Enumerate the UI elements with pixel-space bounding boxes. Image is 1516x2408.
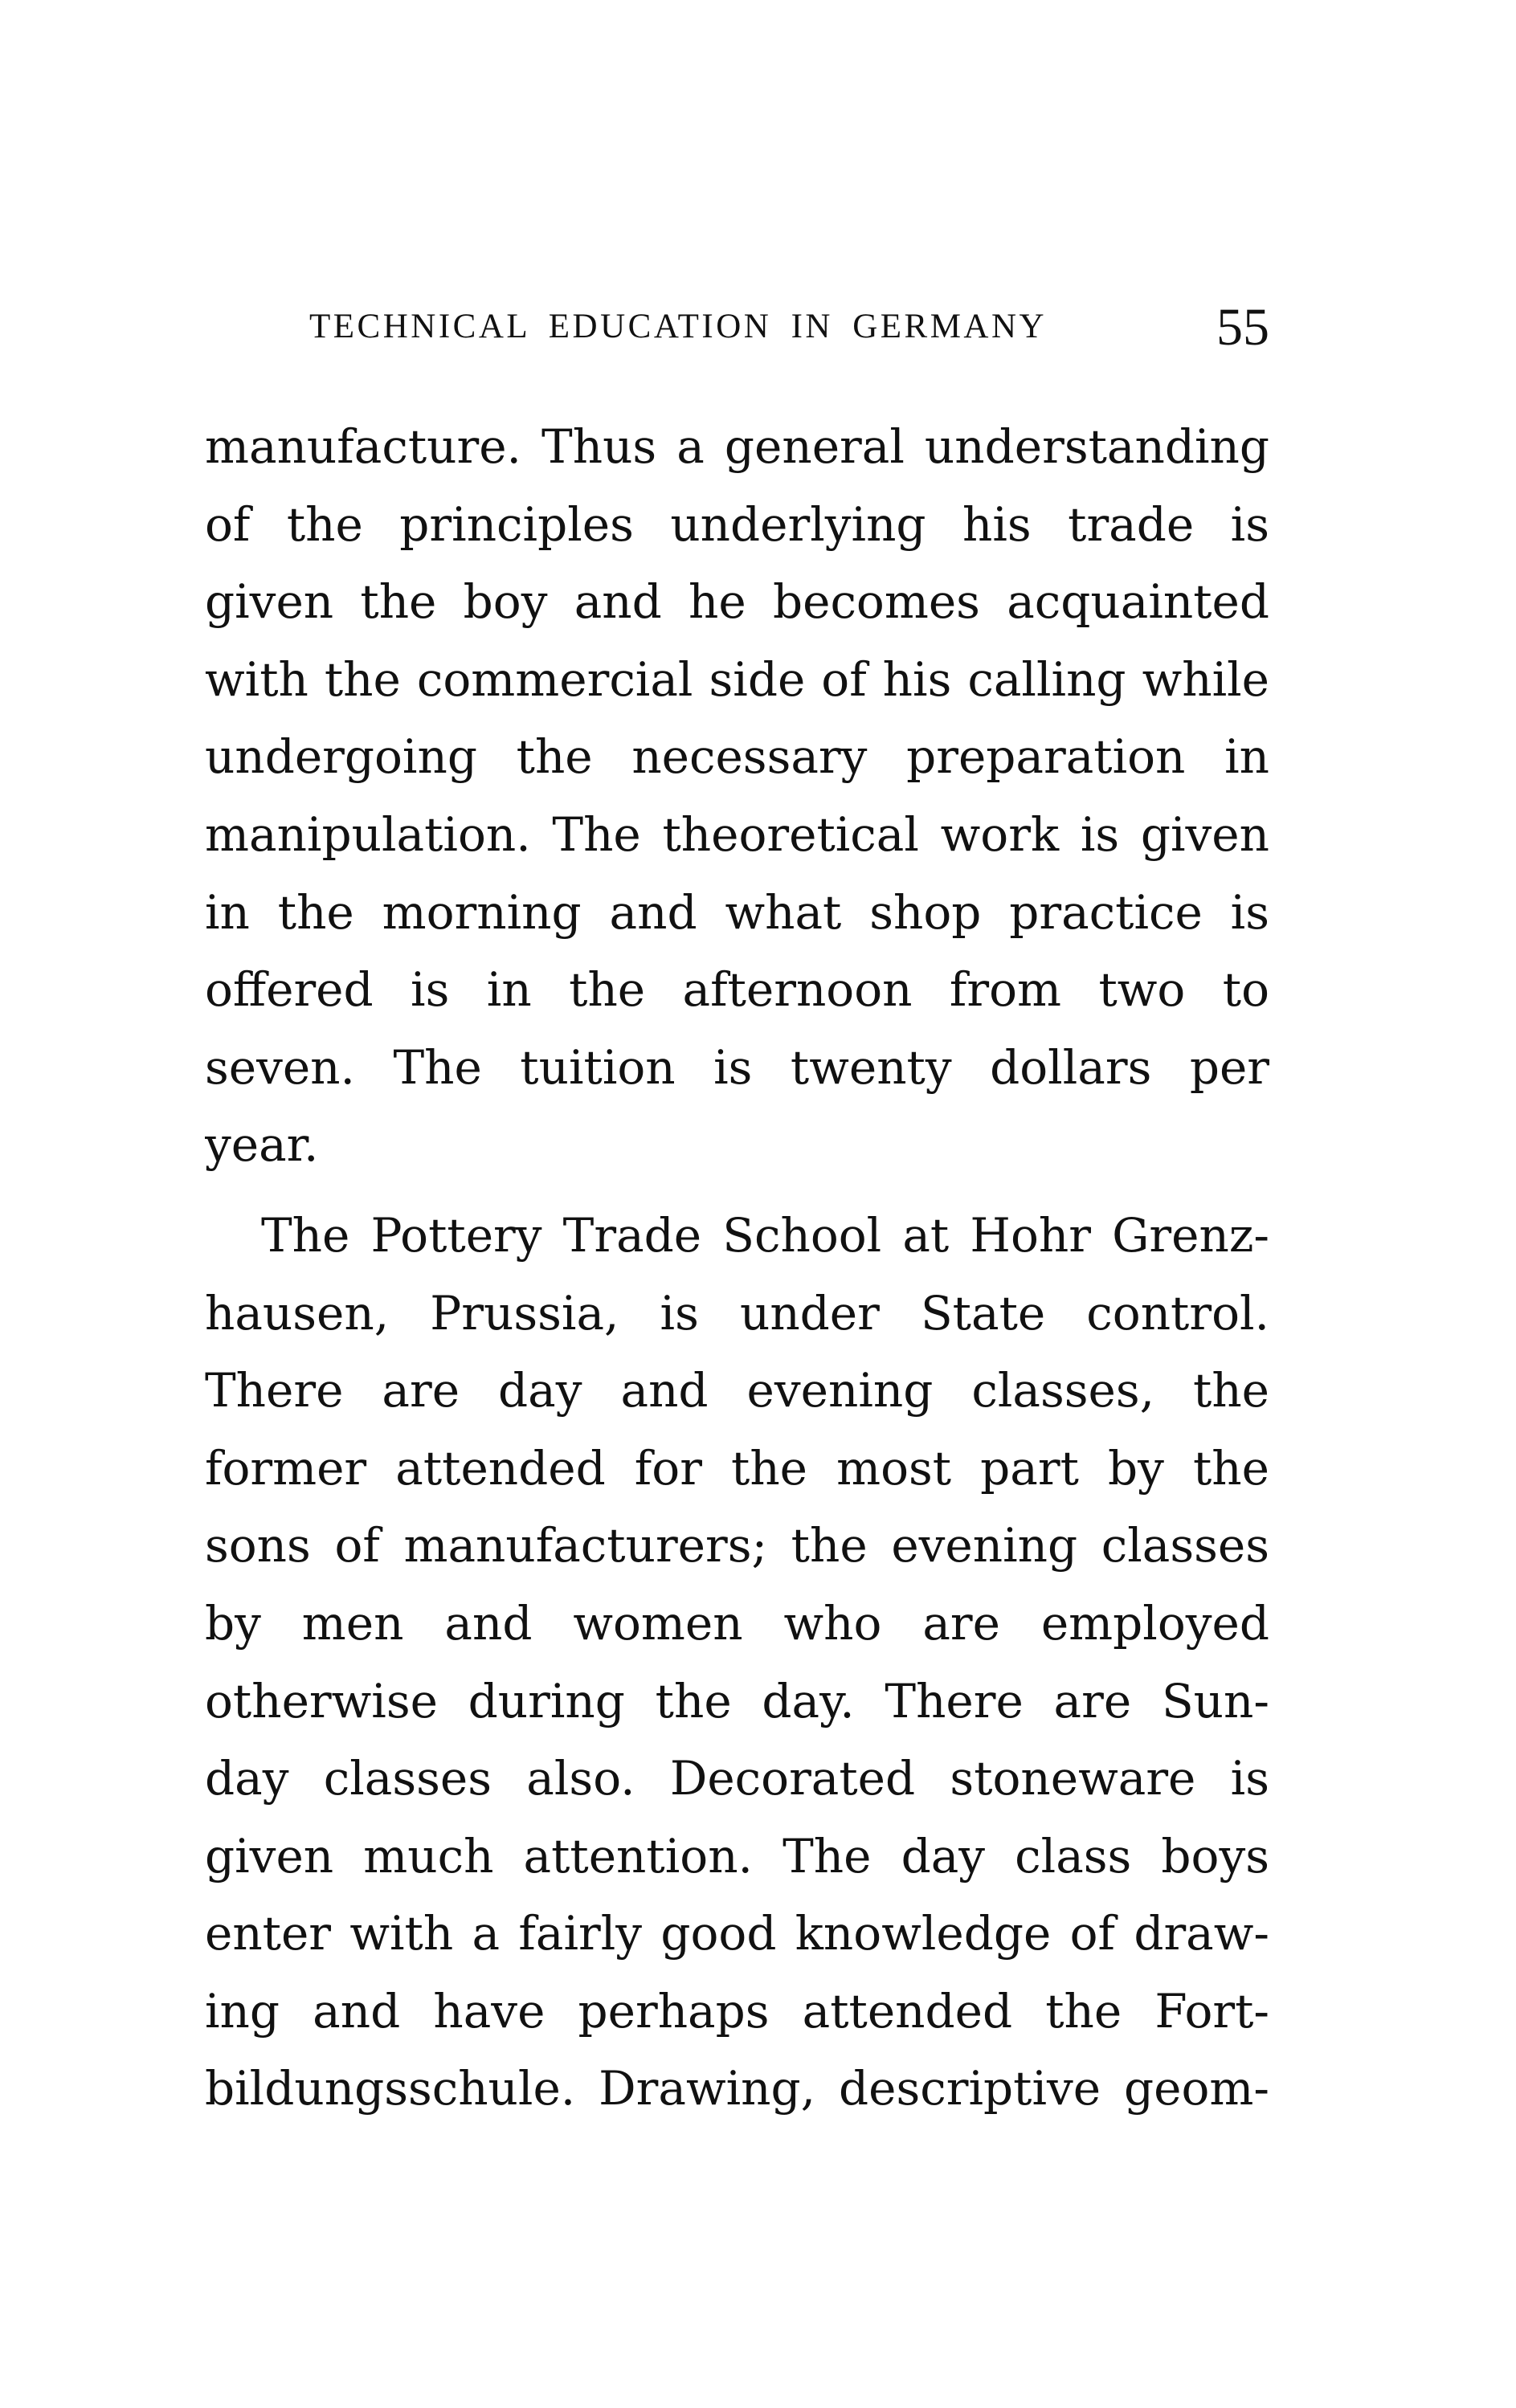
paragraph-gap: [205, 1184, 1269, 1197]
text-line: manufacture. Thus a general understanding: [205, 419, 1269, 474]
text-line: bildungsschule. Drawing, descriptive geom-: [205, 2061, 1269, 2116]
text-line: with the commercial side of his calling while: [205, 651, 1269, 707]
text-line: seven. The tuition is twenty dollars per: [205, 1039, 1269, 1095]
text-line: of the principles underlying his trade is: [205, 496, 1269, 552]
text-line: given much attention. The day class boys: [205, 1828, 1269, 1884]
text-line: ing and have perhaps attended the Fort-: [205, 1983, 1269, 2039]
text-line: day classes also. Decorated stoneware is: [205, 1751, 1269, 1806]
text-line: offered is in the afternoon from two to: [205, 962, 1269, 1018]
body-text: [205, 408, 1269, 2128]
text-line: There are day and evening classes, the: [205, 1363, 1269, 1418]
text-line: sons of manufacturers; the evening classes: [205, 1518, 1269, 1573]
text-line: year.: [205, 1117, 319, 1173]
paragraph-2: [205, 1197, 1269, 2128]
paragraph-1: [205, 408, 1269, 1184]
text-line: enter with a fairly good knowledge of draw-: [205, 1906, 1269, 1961]
text-line: given the boy and he becomes acquainted: [205, 574, 1269, 630]
text-line: otherwise during the day. There are Sun-: [205, 1673, 1269, 1728]
text-line: The Pottery Trade School at Hohr Grenz-: [261, 1207, 1269, 1263]
text-line: hausen, Prussia, is under State control.: [205, 1285, 1269, 1341]
running-title: TECHNICAL EDUCATION IN GERMANY: [309, 308, 1048, 345]
text-line: by men and women who are employed: [205, 1595, 1269, 1651]
text-line: undergoing the necessary preparation in: [205, 729, 1269, 785]
text-line: former attended for the most part by the: [205, 1440, 1269, 1496]
running-head: [309, 297, 1269, 378]
text-line: manipulation. The theoretical work is given: [205, 806, 1269, 862]
page-number: 55: [1216, 298, 1269, 357]
text-line: in the morning and what shop practice is: [205, 884, 1269, 940]
